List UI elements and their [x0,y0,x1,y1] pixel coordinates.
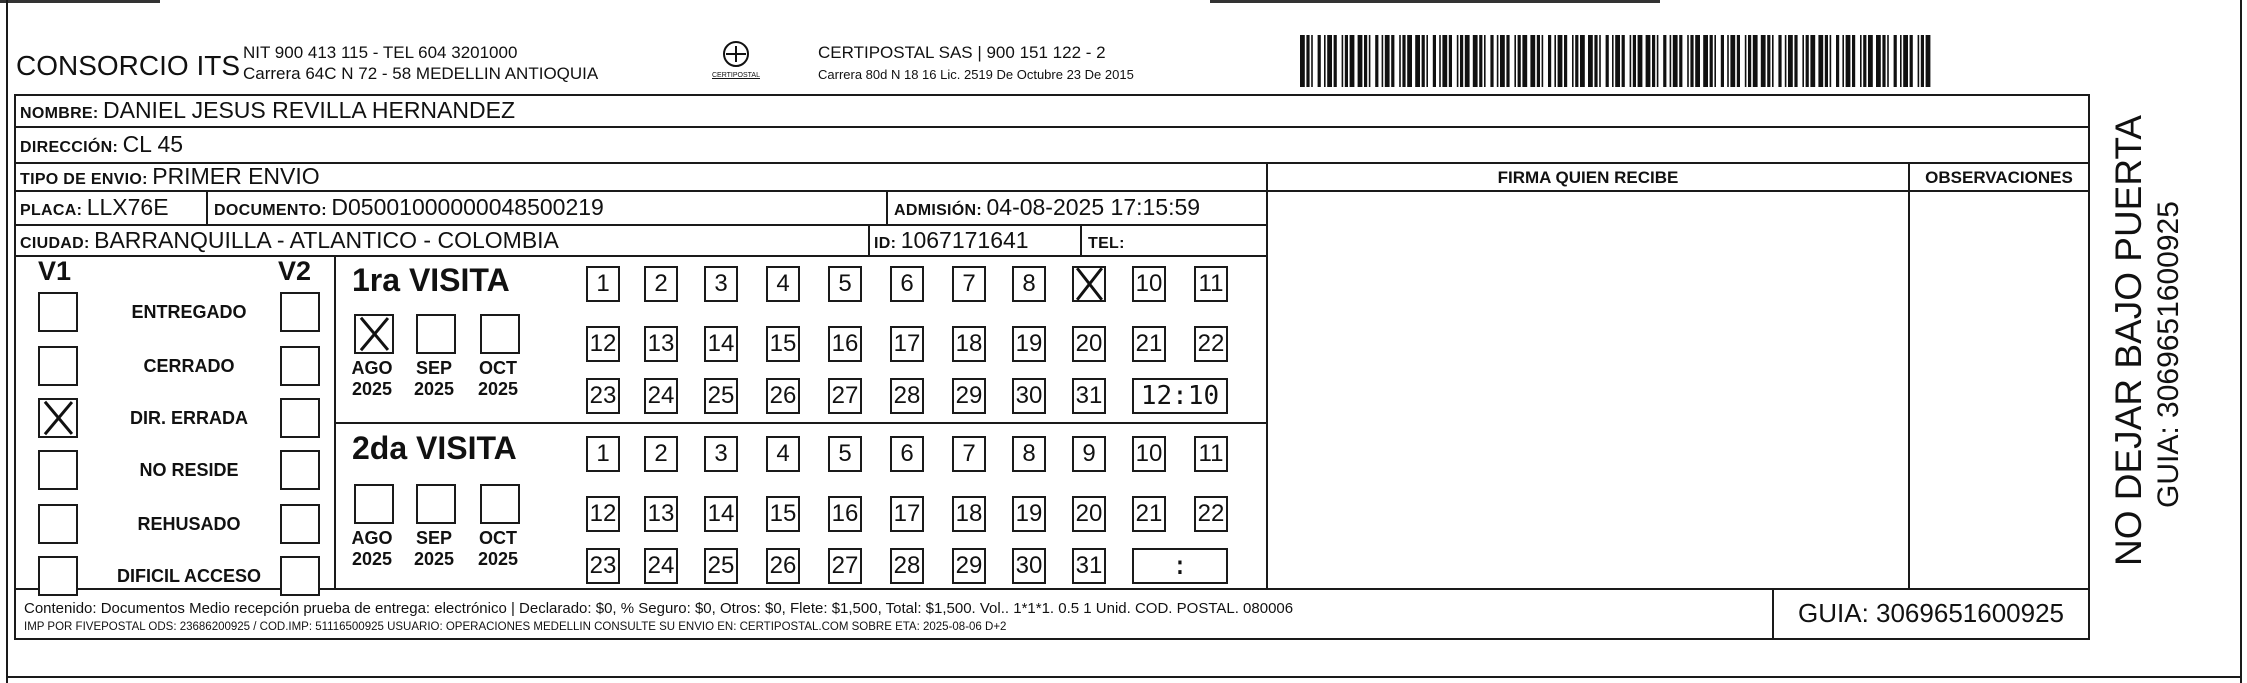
admision-divider [886,190,888,224]
admision-label: ADMISIÓN: [894,202,983,219]
day-box[interactable]: 1 [586,266,620,302]
company-nit-tel: NIT 900 413 115 - TEL 604 3201000 [243,43,518,62]
day-box[interactable]: 8 [1012,436,1046,472]
barcode-bar [1836,35,1839,87]
status-label: ENTREGADO [131,302,247,322]
barcode-bar [1868,35,1873,87]
tipo-label: TIPO DE ENVIO: [20,171,148,188]
barcode-bar [1564,35,1567,87]
day-box[interactable]: 13 [644,326,678,362]
barcode-bar [1622,35,1625,87]
row-line [14,588,2090,590]
barcode-bar [1852,35,1855,87]
barcode-bar [1490,35,1493,87]
barcode-bar [1863,35,1866,87]
barcode-bar [1426,35,1428,87]
barcode-bar [1860,35,1862,87]
day-box[interactable]: 20 [1072,326,1106,362]
barcode-bar [1900,35,1902,87]
barcode-bar [1594,35,1597,87]
day-box[interactable]: 14 [704,496,738,532]
barcode-bar [1794,35,1797,87]
day-box[interactable]: 29 [952,378,986,414]
barcode-bar [1580,35,1585,87]
barcode-bar [1727,35,1729,87]
barcode-bar [1599,35,1601,87]
documento-label: DOCUMENTO: [214,202,327,219]
barcode-bar [1753,35,1758,87]
month-label: SEP [415,528,453,548]
v1-checkbox[interactable] [38,556,78,596]
day-box[interactable]: 21 [1132,326,1166,362]
col-firma-left [1266,162,1268,590]
barcode-bar [1918,35,1920,87]
admision-value: 04-08-2025 17:15:59 [986,194,1201,220]
status-label: DIFICIL ACCESO [116,566,261,586]
year-label: 2025 [351,549,393,569]
barcode-bar [1439,35,1441,87]
barcode-bar [1802,35,1804,87]
ciudad-row [20,227,559,254]
table-bottom [14,638,2090,640]
barcode-bar [1514,35,1516,87]
row-line [14,162,2090,164]
placa-divider [206,190,208,224]
day-box[interactable]: 27 [828,378,862,414]
day-box[interactable]: 31 [1072,378,1106,414]
day-box[interactable]: 3 [704,266,738,302]
v2-checkbox[interactable] [280,504,320,544]
v2-header: V2 [278,256,312,286]
direccion-row [20,131,183,158]
barcode-bar [1894,35,1897,87]
barcode-bar [1695,35,1700,87]
year-label: 2025 [477,549,519,569]
status-label: REHUSADO [137,514,241,534]
barcode-bar [1670,35,1672,87]
barcode-bar [1663,35,1666,87]
barcode-bar [1530,35,1535,87]
day-box[interactable]: 29 [952,548,986,584]
day-box[interactable]: 30 [1012,378,1046,414]
barcode-bar [1612,35,1614,87]
day-box[interactable]: 26 [766,548,800,584]
day-box[interactable]: 28 [890,378,924,414]
barcode-bar [1772,35,1774,87]
month-label: AGO [351,528,393,548]
day-box[interactable]: 20 [1072,496,1106,532]
carrier-logo-text: CERTIPOSTAL [712,72,760,79]
admision-row [894,194,1200,221]
barcode-bar [1778,35,1781,87]
barcode-bar [1311,35,1313,87]
id-row [874,227,1029,254]
barcode-bar [1876,35,1881,87]
v2-checkbox[interactable] [280,292,320,332]
barcode-bar [1391,35,1394,87]
day-box[interactable]: 23 [586,548,620,584]
visit2-title: 2da VISITA [352,430,517,466]
firma-header: FIRMA QUIEN RECIBE [1497,168,1679,187]
barcode-bar [1484,35,1486,87]
barcode-bar [1306,35,1309,87]
barcode-bar [1714,35,1716,87]
barcode-bar [1300,35,1305,87]
time-box[interactable]: : [1132,548,1228,584]
row-line [14,126,2090,128]
month-label: OCT [479,358,517,378]
barcode-bar [1703,35,1708,87]
barcode-bar [1500,35,1505,87]
barcode-bar [1375,35,1378,87]
barcode-bar [1358,35,1363,87]
day-box[interactable]: 30 [1012,548,1046,584]
day-box[interactable]: 17 [890,326,924,362]
month-label: SEP [415,358,453,378]
barcode-bar [1537,35,1540,87]
barcode-bar [1548,35,1551,87]
company-name: CONSORCIO ITS [16,50,241,81]
day-box[interactable]: 5 [828,436,862,472]
carrier-logo [706,38,766,88]
barcode-bar [1785,35,1787,87]
documento-value: D05001000000048500219 [331,194,604,220]
barcode-bar [1479,35,1482,87]
direccion-value: CL 45 [122,131,184,157]
day-box[interactable]: 18 [952,326,986,362]
day-box[interactable]: 4 [766,436,800,472]
day-box[interactable]: 9 [1072,436,1106,472]
v1-checkbox[interactable] [38,346,78,386]
bottom-border [6,676,2242,678]
carrier-name: CERTIPOSTAL SAS | 900 151 122 - 2 [818,43,1106,62]
top-edge-mark [1210,0,1660,3]
barcode-bar [1402,35,1405,87]
month-checkbox[interactable] [416,314,456,354]
barcode-bar [1606,35,1609,87]
v1-checkbox[interactable] [38,450,78,490]
barcode-bar [1652,35,1655,87]
day-box[interactable]: 19 [1012,496,1046,532]
id-divider [868,224,870,255]
barcode-bar [1638,35,1643,87]
day-box[interactable]: 16 [828,326,862,362]
barcode-bar [1588,35,1593,87]
barcode-bar [1846,35,1851,87]
barcode-bar [1825,35,1828,87]
barcode-bar [1369,35,1371,87]
day-box[interactable]: 7 [952,436,986,472]
nombre-value: DANIEL JESUS REVILLA HERNANDEZ [103,97,515,123]
right-border [2240,0,2242,683]
barcode-bar [1810,35,1815,87]
v2-checkbox[interactable] [280,450,320,490]
barcode-bar [1646,35,1651,87]
month-label: AGO [351,358,393,378]
v1-checkbox[interactable] [38,398,78,438]
day-box[interactable]: 17 [890,496,924,532]
barcode-bar [1903,35,1908,87]
status-label: NO RESIDE [139,460,239,480]
barcode-bar [1761,35,1766,87]
visit-divider [334,422,1268,424]
day-box[interactable] [1072,266,1106,302]
month-checkbox[interactable] [354,484,394,524]
barcode-bar [1342,35,1344,87]
placa-label: PLACA: [20,202,83,219]
day-box[interactable]: 7 [952,266,986,302]
day-box[interactable]: 25 [704,378,738,414]
day-box[interactable]: 25 [704,548,738,584]
nombre-row [20,97,515,124]
day-box[interactable]: 1 [586,436,620,472]
month-checkbox[interactable] [480,314,520,354]
barcode-bar [1506,35,1509,87]
barcode-bar [1473,35,1478,87]
barcode-bar [1442,35,1447,87]
barcode-bar [1730,35,1735,87]
day-box[interactable]: 19 [1012,326,1046,362]
year-label: 2025 [413,379,455,399]
day-box[interactable]: 21 [1132,496,1166,532]
time-box[interactable]: 12:10 [1132,378,1228,414]
barcode-bar [1345,35,1348,87]
ciudad-label: CIUDAD: [20,235,90,252]
barcode-bar [1830,35,1832,87]
day-box[interactable]: 11 [1194,266,1228,302]
day-box[interactable]: 2 [644,436,678,472]
placa-row [20,194,169,221]
table-left [14,94,16,640]
row-line [14,190,2090,192]
month-checkbox[interactable] [416,484,456,524]
day-box[interactable]: 23 [586,378,620,414]
barcode-bar [1633,35,1636,87]
barcode-bar [1788,35,1793,87]
company-address: Carrera 64C N 72 - 58 MEDELLIN ANTIOQUIA [243,64,599,83]
barcode-bar [1497,35,1499,87]
month-label: OCT [479,528,517,548]
barcode-bar [1415,35,1420,87]
ciudad-value: BARRANQUILLA - ATLANTICO - COLOMBIA [94,227,559,253]
barcode-bar [1721,35,1724,87]
day-box[interactable]: 18 [952,496,986,532]
year-label: 2025 [477,379,519,399]
day-box[interactable]: 5 [828,266,862,302]
table-top [14,94,2090,96]
month-checkbox[interactable] [354,314,394,354]
barcode-bar [1324,35,1326,87]
barcode-bar [1630,35,1632,87]
barcode-bar [1407,35,1412,87]
barcode-bar [1687,35,1689,87]
barcode-bar [1572,35,1574,87]
barcode-bar [1818,35,1823,87]
barcode-bar [1334,35,1337,87]
barcode-bar [1382,35,1384,87]
year-label: 2025 [351,379,393,399]
barcode-bar [1926,35,1931,87]
imp-text: IMP POR FIVEPOSTAL ODS: 23686200925 / COD.IMP: 51116500925 USUARIO: OPERACIONES MEDELLIN CONSULTE SU ENVIO EN: CERTIPOSTAL.COM SOBRE ETA: 2025-08-06 D+2 [24,621,1007,633]
top-edge-mark [0,0,160,3]
side-guia: GUIA: 3069651600925 [2152,201,2185,508]
day-box[interactable]: 11 [1194,436,1228,472]
v2-checkbox[interactable] [280,556,320,596]
nombre-label: NOMBRE: [20,105,99,122]
row-line [14,255,1268,257]
footer-guia: GUIA: 3069651600925 [1798,598,2064,628]
barcode-bar [1748,35,1751,87]
tipo-row [20,163,320,190]
barcode-bar [1399,35,1401,87]
barcode-bar [1460,35,1463,87]
placa-value: LLX76E [86,194,169,220]
barcode-bar [1522,35,1527,87]
barcode-bar [1554,35,1556,87]
day-box[interactable]: 16 [828,496,862,532]
barcode-bar [1887,35,1889,87]
id-label: ID: [874,235,897,252]
v2-checkbox[interactable] [280,346,320,386]
barcode-bar [1318,35,1321,87]
year-label: 2025 [413,549,455,569]
tel-divider [1080,224,1082,255]
barcode-bar [1350,35,1355,87]
barcode-bar [1465,35,1470,87]
day-box[interactable]: 15 [766,326,800,362]
barcode-bar [1615,35,1620,87]
barcode-bar [1745,35,1747,87]
barcode-bar [1575,35,1578,87]
visit1-title: 1ra VISITA [352,262,510,298]
day-box[interactable]: 28 [890,548,924,584]
day-box[interactable]: 22 [1194,326,1228,362]
day-box[interactable]: 3 [704,436,738,472]
barcode-bar [1679,35,1682,87]
day-box[interactable]: 13 [644,496,678,532]
left-border [6,0,8,683]
barcode-bar [1327,35,1332,87]
barcode-bar [1921,35,1924,87]
id-value: 1067171641 [900,227,1029,253]
day-box[interactable]: 31 [1072,548,1106,584]
direccion-label: DIRECCIÓN: [20,139,119,156]
v1-checkbox[interactable] [38,504,78,544]
v1-header: V1 [38,256,72,286]
barcode-bar [1449,35,1452,87]
documento-row [214,194,604,221]
barcode-bar [1558,35,1563,87]
day-box[interactable]: 15 [766,496,800,532]
day-box[interactable]: 14 [704,326,738,362]
side-warning: NO DEJAR BAJO PUERTA [2108,115,2149,566]
day-box[interactable]: 2 [644,266,678,302]
day-box[interactable]: 24 [644,548,678,584]
contenido-text: Contenido: Documentos Medio recepción prueba de entrega: electrónico | Declarado: $0, % Seguro: $0, Otros: $0, Flete: $1,500, Total: $1,500. Vol.. 1*1*1. 0.5 1 Unid. COD. POSTAL. 080006 [24,600,1294,617]
barcode-bar [1385,35,1390,87]
barcode-bar [1737,35,1740,87]
barcode-bar [1690,35,1693,87]
day-box[interactable]: 24 [644,378,678,414]
barcode-bar [1710,35,1713,87]
v1-checkbox[interactable] [38,292,78,332]
col-obs-left [1908,162,1910,590]
barcode-bar [1673,35,1678,87]
barcode-bar [1767,35,1770,87]
tipo-value: PRIMER ENVIO [152,163,320,189]
barcode-bar [1422,35,1425,87]
status-label: DIR. ERRADA [129,408,248,428]
barcode-bar [1842,35,1844,87]
tel-label: TEL: [1088,235,1125,252]
day-box[interactable]: 12 [586,326,620,362]
day-box[interactable]: 22 [1194,496,1228,532]
carrier-address: Carrera 80d N 18 16 Lic. 2519 De Octubre 23 De 2015 [818,67,1134,82]
barcode-bar [1882,35,1885,87]
observaciones-header: OBSERVACIONES [1925,168,2073,187]
day-box[interactable]: 6 [890,436,924,472]
barcode-bar [1657,35,1659,87]
day-box[interactable]: 4 [766,266,800,302]
day-box[interactable]: 12 [586,496,620,532]
v2-checkbox[interactable] [280,398,320,438]
barcode-bar [1457,35,1459,87]
day-box[interactable]: 8 [1012,266,1046,302]
day-box[interactable]: 26 [766,378,800,414]
barcode-bar [1433,35,1436,87]
day-box[interactable]: 27 [828,548,862,584]
barcode-bar [1910,35,1913,87]
day-box[interactable]: 10 [1132,266,1166,302]
table-right [2088,94,2090,640]
barcode-bar [1542,35,1544,87]
tel-row [1088,227,1125,254]
barcode-bar [1806,35,1809,87]
day-box[interactable]: 10 [1132,436,1166,472]
status-label: CERRADO [143,356,235,376]
day-box[interactable]: 6 [890,266,924,302]
barcode-bar [1518,35,1521,87]
barcode-bar [1364,35,1367,87]
month-checkbox[interactable] [480,484,520,524]
barcode [1300,35,1937,87]
